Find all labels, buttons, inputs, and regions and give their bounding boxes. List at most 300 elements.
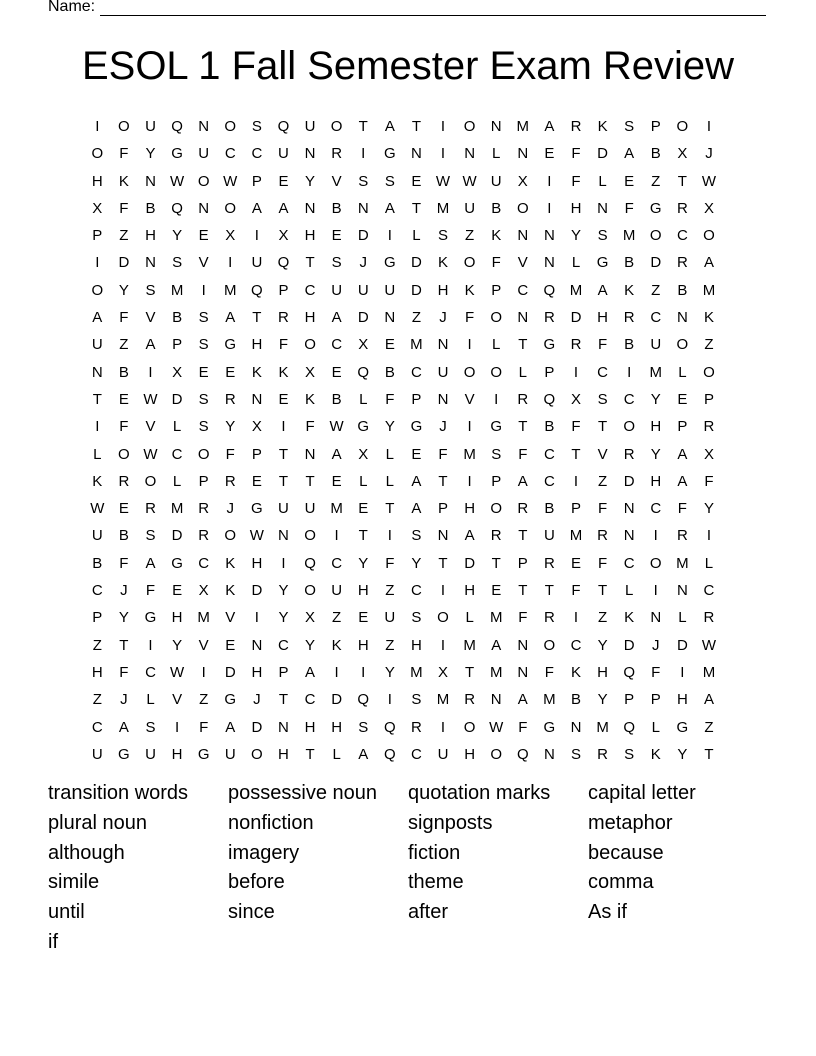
grid-letter: P bbox=[278, 663, 289, 681]
grid-letter: O bbox=[490, 363, 503, 381]
word-list-item: imagery bbox=[228, 841, 300, 864]
grid-letter: N bbox=[543, 254, 555, 272]
grid-letter: D bbox=[357, 309, 369, 327]
grid-letter: C bbox=[543, 472, 555, 490]
grid-letter: O bbox=[623, 418, 635, 436]
grid-letter: X bbox=[517, 172, 528, 190]
grid-letter: J bbox=[705, 145, 713, 163]
grid-letter: F bbox=[438, 445, 448, 463]
word-list-item: although bbox=[48, 841, 125, 864]
grid-letter: S bbox=[411, 691, 422, 709]
grid-letter: W bbox=[249, 527, 264, 545]
word-list-item: transition words bbox=[48, 782, 189, 804]
grid-letter: W bbox=[701, 172, 717, 190]
grid-letter: T bbox=[518, 336, 528, 354]
grid-letter: O bbox=[703, 363, 715, 381]
grid-letter: P bbox=[251, 445, 262, 463]
grid-letter: C bbox=[411, 745, 422, 763]
grid-letter: J bbox=[439, 309, 447, 327]
grid-letter: G bbox=[490, 418, 503, 436]
grid-letter: N bbox=[91, 363, 103, 381]
grid-letter: H bbox=[650, 472, 662, 490]
grid-letter: D bbox=[676, 636, 688, 654]
grid-letter: S bbox=[198, 418, 209, 436]
grid-letter: Y bbox=[650, 390, 661, 408]
grid-letter: J bbox=[359, 254, 367, 272]
grid-letter: R bbox=[464, 691, 476, 709]
grid-letter: G bbox=[224, 691, 237, 709]
name-label: Name: bbox=[48, 0, 96, 15]
grid-letter: T bbox=[305, 472, 315, 490]
grid-letter: F bbox=[119, 199, 129, 217]
grid-letter: U bbox=[304, 500, 316, 518]
grid-letter: K bbox=[570, 663, 581, 681]
grid-letter: Y bbox=[225, 418, 236, 436]
grid-letter: T bbox=[252, 309, 262, 327]
grid-letter: N bbox=[597, 199, 608, 217]
word-list-item: because bbox=[588, 841, 664, 864]
grid-letter: N bbox=[384, 309, 396, 327]
grid-letter: E bbox=[278, 390, 289, 408]
grid-letter: F bbox=[677, 500, 687, 518]
grid-letter: S bbox=[145, 527, 156, 545]
grid-letter: K bbox=[624, 281, 635, 299]
grid-letter: P bbox=[570, 500, 581, 518]
grid-letter: R bbox=[570, 336, 582, 354]
grid-letter: L bbox=[492, 145, 501, 163]
grid-letter: A bbox=[517, 472, 528, 490]
grid-letter: H bbox=[251, 663, 263, 681]
grid-letter: O bbox=[490, 309, 503, 327]
grid-letter: I bbox=[201, 281, 206, 299]
grid-letter: N bbox=[517, 663, 529, 681]
grid-letter: H bbox=[251, 554, 263, 572]
grid-letter: L bbox=[332, 745, 341, 763]
grid-letter: I bbox=[467, 472, 472, 490]
word-list-item: possessive noun bbox=[228, 782, 377, 804]
grid-letter: B bbox=[331, 390, 342, 408]
grid-letter: T bbox=[597, 418, 608, 436]
grid-letter: I bbox=[547, 172, 552, 190]
grid-letter: L bbox=[678, 609, 687, 627]
grid-letter: P bbox=[491, 472, 502, 490]
grid-letter: T bbox=[704, 745, 714, 763]
grid-letter: I bbox=[573, 609, 579, 627]
grid-letter: M bbox=[569, 527, 583, 545]
grid-letter: W bbox=[329, 418, 344, 436]
grid-letter: I bbox=[387, 227, 392, 245]
grid-letter: I bbox=[95, 418, 100, 436]
grid-letter: F bbox=[119, 309, 129, 327]
grid-letter: O bbox=[463, 118, 476, 135]
grid-letter: U bbox=[145, 745, 156, 763]
grid-letter: L bbox=[93, 445, 102, 463]
grid-letter: L bbox=[518, 363, 527, 381]
grid-letter: Z bbox=[385, 636, 395, 654]
grid-letter: X bbox=[703, 199, 714, 217]
word-list-item: As if bbox=[588, 901, 627, 924]
grid-letter: Q bbox=[277, 254, 290, 272]
grid-letter: G bbox=[543, 336, 556, 354]
grid-letter: N bbox=[304, 445, 316, 463]
name-underline bbox=[100, 1, 766, 16]
grid-letter: I bbox=[467, 336, 472, 354]
grid-letter: W bbox=[169, 172, 185, 190]
name-field bbox=[48, 0, 766, 16]
grid-letter: H bbox=[357, 582, 369, 600]
grid-letter: S bbox=[624, 745, 635, 763]
grid-letter: E bbox=[198, 363, 209, 381]
grid-letter: R bbox=[570, 118, 582, 135]
grid-letter: O bbox=[490, 500, 503, 518]
grid-letter: A bbox=[411, 500, 422, 518]
grid-letter: S bbox=[597, 227, 608, 245]
grid-letter: Q bbox=[357, 363, 370, 381]
grid-letter: G bbox=[357, 418, 370, 436]
grid-letter: F bbox=[624, 199, 634, 217]
grid-letter: V bbox=[198, 254, 209, 272]
grid-letter: B bbox=[544, 418, 555, 436]
grid-letter: O bbox=[543, 636, 556, 654]
grid-letter: S bbox=[384, 172, 395, 190]
grid-letter: B bbox=[650, 145, 661, 163]
grid-letter: O bbox=[304, 336, 316, 354]
grid-letter: X bbox=[172, 363, 183, 381]
grid-letter: R bbox=[543, 309, 555, 327]
grid-letter: R bbox=[543, 609, 555, 627]
grid-letter: E bbox=[570, 554, 581, 572]
grid-letter: B bbox=[172, 309, 183, 327]
grid-letter: T bbox=[278, 445, 289, 463]
grid-letter: T bbox=[278, 691, 289, 709]
grid-letter: I bbox=[387, 527, 392, 545]
grid-letter: E bbox=[198, 227, 209, 245]
grid-letter: L bbox=[359, 472, 368, 490]
grid-letter: C bbox=[703, 582, 715, 600]
grid-letter: B bbox=[118, 527, 129, 545]
grid-letter: I bbox=[467, 418, 472, 436]
grid-letter: D bbox=[118, 254, 130, 272]
grid-letter: E bbox=[225, 636, 236, 654]
grid-letter: T bbox=[411, 118, 421, 135]
grid-letter: Y bbox=[703, 500, 714, 518]
grid-letter: H bbox=[597, 309, 608, 327]
word-list-item: capital letter bbox=[588, 782, 696, 804]
grid-letter: C bbox=[91, 718, 103, 736]
grid-letter: Q bbox=[383, 745, 396, 763]
word-list-item: metaphor bbox=[588, 811, 673, 834]
grid-letter: O bbox=[649, 554, 662, 572]
grid-letter: K bbox=[624, 609, 635, 627]
grid-letter: P bbox=[251, 172, 262, 190]
grid-letter: X bbox=[251, 418, 262, 436]
grid-letter: I bbox=[281, 418, 286, 436]
grid-letter: P bbox=[677, 418, 688, 436]
grid-letter: M bbox=[463, 636, 476, 654]
grid-letter: G bbox=[383, 254, 396, 272]
grid-letter: O bbox=[304, 527, 316, 545]
grid-letter: A bbox=[305, 663, 316, 681]
grid-letter: J bbox=[120, 582, 128, 600]
grid-letter: F bbox=[704, 472, 714, 490]
grid-letter: A bbox=[624, 145, 635, 163]
grid-letter: M bbox=[170, 281, 184, 299]
grid-letter: O bbox=[251, 745, 263, 763]
grid-letter: C bbox=[570, 636, 582, 654]
grid-letter: T bbox=[305, 745, 315, 763]
grid-letter: Z bbox=[332, 609, 342, 627]
grid-letter: Z bbox=[465, 227, 475, 245]
grid-letter: C bbox=[650, 500, 662, 518]
grid-letter: I bbox=[148, 636, 153, 654]
grid-letter: S bbox=[198, 390, 209, 408]
grid-letter: M bbox=[489, 663, 503, 681]
grid-letter: C bbox=[411, 363, 422, 381]
grid-letter: V bbox=[597, 445, 608, 463]
grid-letter: H bbox=[331, 718, 343, 736]
grid-letter: L bbox=[678, 363, 687, 381]
grid-letter: A bbox=[145, 336, 156, 354]
word-list-item: quotation marks bbox=[408, 782, 551, 804]
grid-letter: K bbox=[464, 281, 475, 299]
word-list-item: after bbox=[408, 901, 449, 924]
grid-letter: P bbox=[278, 281, 289, 299]
grid-letter: T bbox=[597, 582, 608, 600]
grid-letter: E bbox=[624, 172, 635, 190]
grid-letter: E bbox=[118, 390, 129, 408]
word-list-item: theme bbox=[408, 871, 464, 894]
grid-letter: D bbox=[251, 582, 263, 600]
grid-letter: Q bbox=[383, 718, 396, 736]
grid-letter: Y bbox=[677, 745, 688, 763]
grid-letter: M bbox=[596, 718, 609, 736]
grid-letter: T bbox=[571, 445, 581, 463]
grid-letter: N bbox=[650, 609, 662, 627]
grid-letter: M bbox=[410, 663, 423, 681]
grid-letter: N bbox=[145, 172, 156, 190]
grid-letter: A bbox=[544, 118, 555, 135]
grid-letter: D bbox=[411, 281, 422, 299]
grid-letter: C bbox=[411, 582, 422, 600]
grid-letter: D bbox=[251, 718, 263, 736]
grid-letter: B bbox=[624, 254, 635, 272]
grid-letter: T bbox=[518, 582, 528, 600]
grid-letter: G bbox=[251, 500, 263, 518]
grid-letter: M bbox=[622, 227, 636, 245]
grid-letter: W bbox=[143, 390, 158, 408]
grid-letter: C bbox=[676, 227, 688, 245]
grid-letter: D bbox=[570, 309, 582, 327]
grid-letter: T bbox=[544, 582, 554, 600]
grid-letter: U bbox=[650, 336, 662, 354]
grid-letter: U bbox=[198, 145, 210, 163]
grid-letter: E bbox=[677, 390, 688, 408]
grid-letter: I bbox=[228, 254, 233, 272]
grid-letter: S bbox=[198, 336, 209, 354]
grid-letter: A bbox=[491, 636, 502, 654]
grid-letter: T bbox=[518, 527, 528, 545]
grid-letter: U bbox=[91, 527, 103, 545]
grid-letter: N bbox=[198, 118, 210, 135]
grid-letter: X bbox=[278, 227, 289, 245]
grid-letter: F bbox=[571, 582, 581, 600]
grid-letter: F bbox=[491, 254, 501, 272]
grid-letter: F bbox=[385, 390, 395, 408]
grid-letter: Q bbox=[251, 281, 263, 299]
grid-letter: U bbox=[91, 336, 103, 354]
grid-letter: R bbox=[597, 527, 608, 545]
grid-letter: O bbox=[676, 118, 689, 135]
grid-letter: Y bbox=[597, 691, 608, 709]
grid-letter: F bbox=[225, 445, 235, 463]
grid-letter: K bbox=[225, 554, 236, 572]
grid-letter: E bbox=[411, 445, 422, 463]
grid-letter: R bbox=[198, 527, 210, 545]
grid-letter: B bbox=[570, 691, 581, 709]
word-list-item: nonfiction bbox=[228, 811, 314, 834]
grid-letter: L bbox=[172, 418, 182, 436]
grid-letter: Z bbox=[411, 309, 421, 327]
grid-letter: Z bbox=[597, 472, 608, 490]
grid-letter: J bbox=[120, 691, 128, 709]
grid-letter: F bbox=[518, 445, 528, 463]
grid-letter: R bbox=[676, 527, 688, 545]
grid-letter: C bbox=[331, 554, 343, 572]
grid-letter: S bbox=[438, 227, 449, 245]
grid-letter: M bbox=[436, 691, 450, 709]
grid-letter: S bbox=[358, 172, 369, 190]
grid-letter: N bbox=[517, 309, 529, 327]
grid-letter: R bbox=[703, 418, 715, 436]
grid-letter: S bbox=[411, 609, 422, 627]
grid-letter: S bbox=[198, 309, 209, 327]
grid-letter: Y bbox=[118, 281, 129, 299]
grid-letter: X bbox=[225, 227, 236, 245]
grid-letter: T bbox=[677, 172, 687, 190]
grid-letter: D bbox=[623, 472, 635, 490]
grid-letter: S bbox=[624, 118, 635, 135]
grid-letter: T bbox=[119, 636, 129, 654]
grid-letter: H bbox=[650, 418, 662, 436]
grid-letter: I bbox=[440, 582, 446, 600]
grid-letter: R bbox=[411, 718, 422, 736]
grid-letter: I bbox=[440, 145, 446, 163]
grid-letter: E bbox=[384, 336, 395, 354]
grid-letter: N bbox=[198, 199, 210, 217]
grid-letter: G bbox=[596, 254, 609, 272]
grid-letter: A bbox=[464, 527, 475, 545]
grid-letter: Z bbox=[597, 609, 608, 627]
grid-letter: E bbox=[251, 472, 262, 490]
grid-letter: T bbox=[278, 472, 289, 490]
grid-letter: L bbox=[492, 336, 501, 354]
grid-letter: M bbox=[489, 609, 503, 627]
grid-letter: E bbox=[331, 363, 342, 381]
grid-letter: D bbox=[623, 636, 635, 654]
grid-letter: N bbox=[437, 336, 449, 354]
grid-letter: B bbox=[677, 281, 688, 299]
grid-letter: Y bbox=[305, 636, 316, 654]
grid-letter: Z bbox=[651, 172, 661, 190]
grid-letter: M bbox=[702, 281, 716, 299]
grid-letter: N bbox=[304, 199, 316, 217]
grid-letter: H bbox=[597, 663, 608, 681]
grid-letter: I bbox=[361, 663, 366, 681]
grid-letter: F bbox=[597, 500, 608, 518]
grid-letter: X bbox=[358, 336, 369, 354]
grid-letter: T bbox=[92, 390, 102, 408]
grid-letter: G bbox=[383, 145, 396, 163]
grid-letter: I bbox=[440, 636, 446, 654]
grid-letter: Z bbox=[704, 336, 714, 354]
grid-letter: I bbox=[254, 609, 259, 627]
grid-letter: B bbox=[491, 199, 502, 217]
grid-letter: O bbox=[118, 445, 130, 463]
grid-letter: H bbox=[437, 281, 449, 299]
grid-letter: W bbox=[143, 445, 158, 463]
grid-letter: R bbox=[676, 254, 688, 272]
grid-letter: N bbox=[490, 691, 502, 709]
grid-letter: F bbox=[119, 554, 129, 572]
grid-letter: X bbox=[92, 199, 103, 217]
grid-letter: I bbox=[361, 145, 366, 163]
grid-letter: A bbox=[358, 745, 369, 763]
grid-letter: K bbox=[305, 390, 316, 408]
grid-letter: N bbox=[623, 527, 635, 545]
grid-letter: L bbox=[359, 390, 368, 408]
grid-letter: C bbox=[543, 445, 555, 463]
grid-letter: F bbox=[119, 663, 129, 681]
grid-letter: N bbox=[543, 227, 555, 245]
grid-letter: X bbox=[570, 390, 581, 408]
grid-letter: P bbox=[703, 390, 714, 408]
grid-letter: E bbox=[331, 227, 342, 245]
word-list-item: until bbox=[48, 901, 85, 924]
grid-letter: U bbox=[464, 199, 476, 217]
grid-letter: C bbox=[597, 363, 608, 381]
grid-letter: M bbox=[330, 500, 343, 518]
grid-letter: B bbox=[384, 363, 395, 381]
grid-letter: B bbox=[624, 336, 635, 354]
grid-letter: C bbox=[304, 691, 316, 709]
grid-letter: R bbox=[543, 554, 555, 572]
grid-letter: A bbox=[411, 472, 422, 490]
grid-letter: A bbox=[677, 445, 688, 463]
grid-letter: R bbox=[517, 500, 529, 518]
grid-letter: X bbox=[358, 445, 369, 463]
grid-letter: U bbox=[251, 254, 263, 272]
grid-letter: N bbox=[357, 199, 369, 217]
grid-letter: K bbox=[331, 636, 342, 654]
grid-letter: O bbox=[437, 609, 449, 627]
grid-letter: Z bbox=[385, 582, 395, 600]
grid-letter: S bbox=[251, 118, 262, 135]
grid-letter: K bbox=[438, 254, 449, 272]
grid-letter: M bbox=[702, 663, 716, 681]
grid-letter: Y bbox=[570, 227, 581, 245]
grid-letter: F bbox=[571, 145, 581, 163]
grid-letter: L bbox=[571, 254, 581, 272]
grid-letter: O bbox=[197, 172, 210, 190]
grid-letter: O bbox=[463, 254, 476, 272]
grid-letter: P bbox=[198, 472, 209, 490]
grid-letter: P bbox=[650, 118, 661, 135]
grid-letter: Q bbox=[516, 745, 529, 763]
grid-letter: G bbox=[197, 745, 210, 763]
grid-letter: J bbox=[652, 636, 660, 654]
grid-letter: N bbox=[676, 582, 688, 600]
grid-letter: R bbox=[198, 500, 210, 518]
